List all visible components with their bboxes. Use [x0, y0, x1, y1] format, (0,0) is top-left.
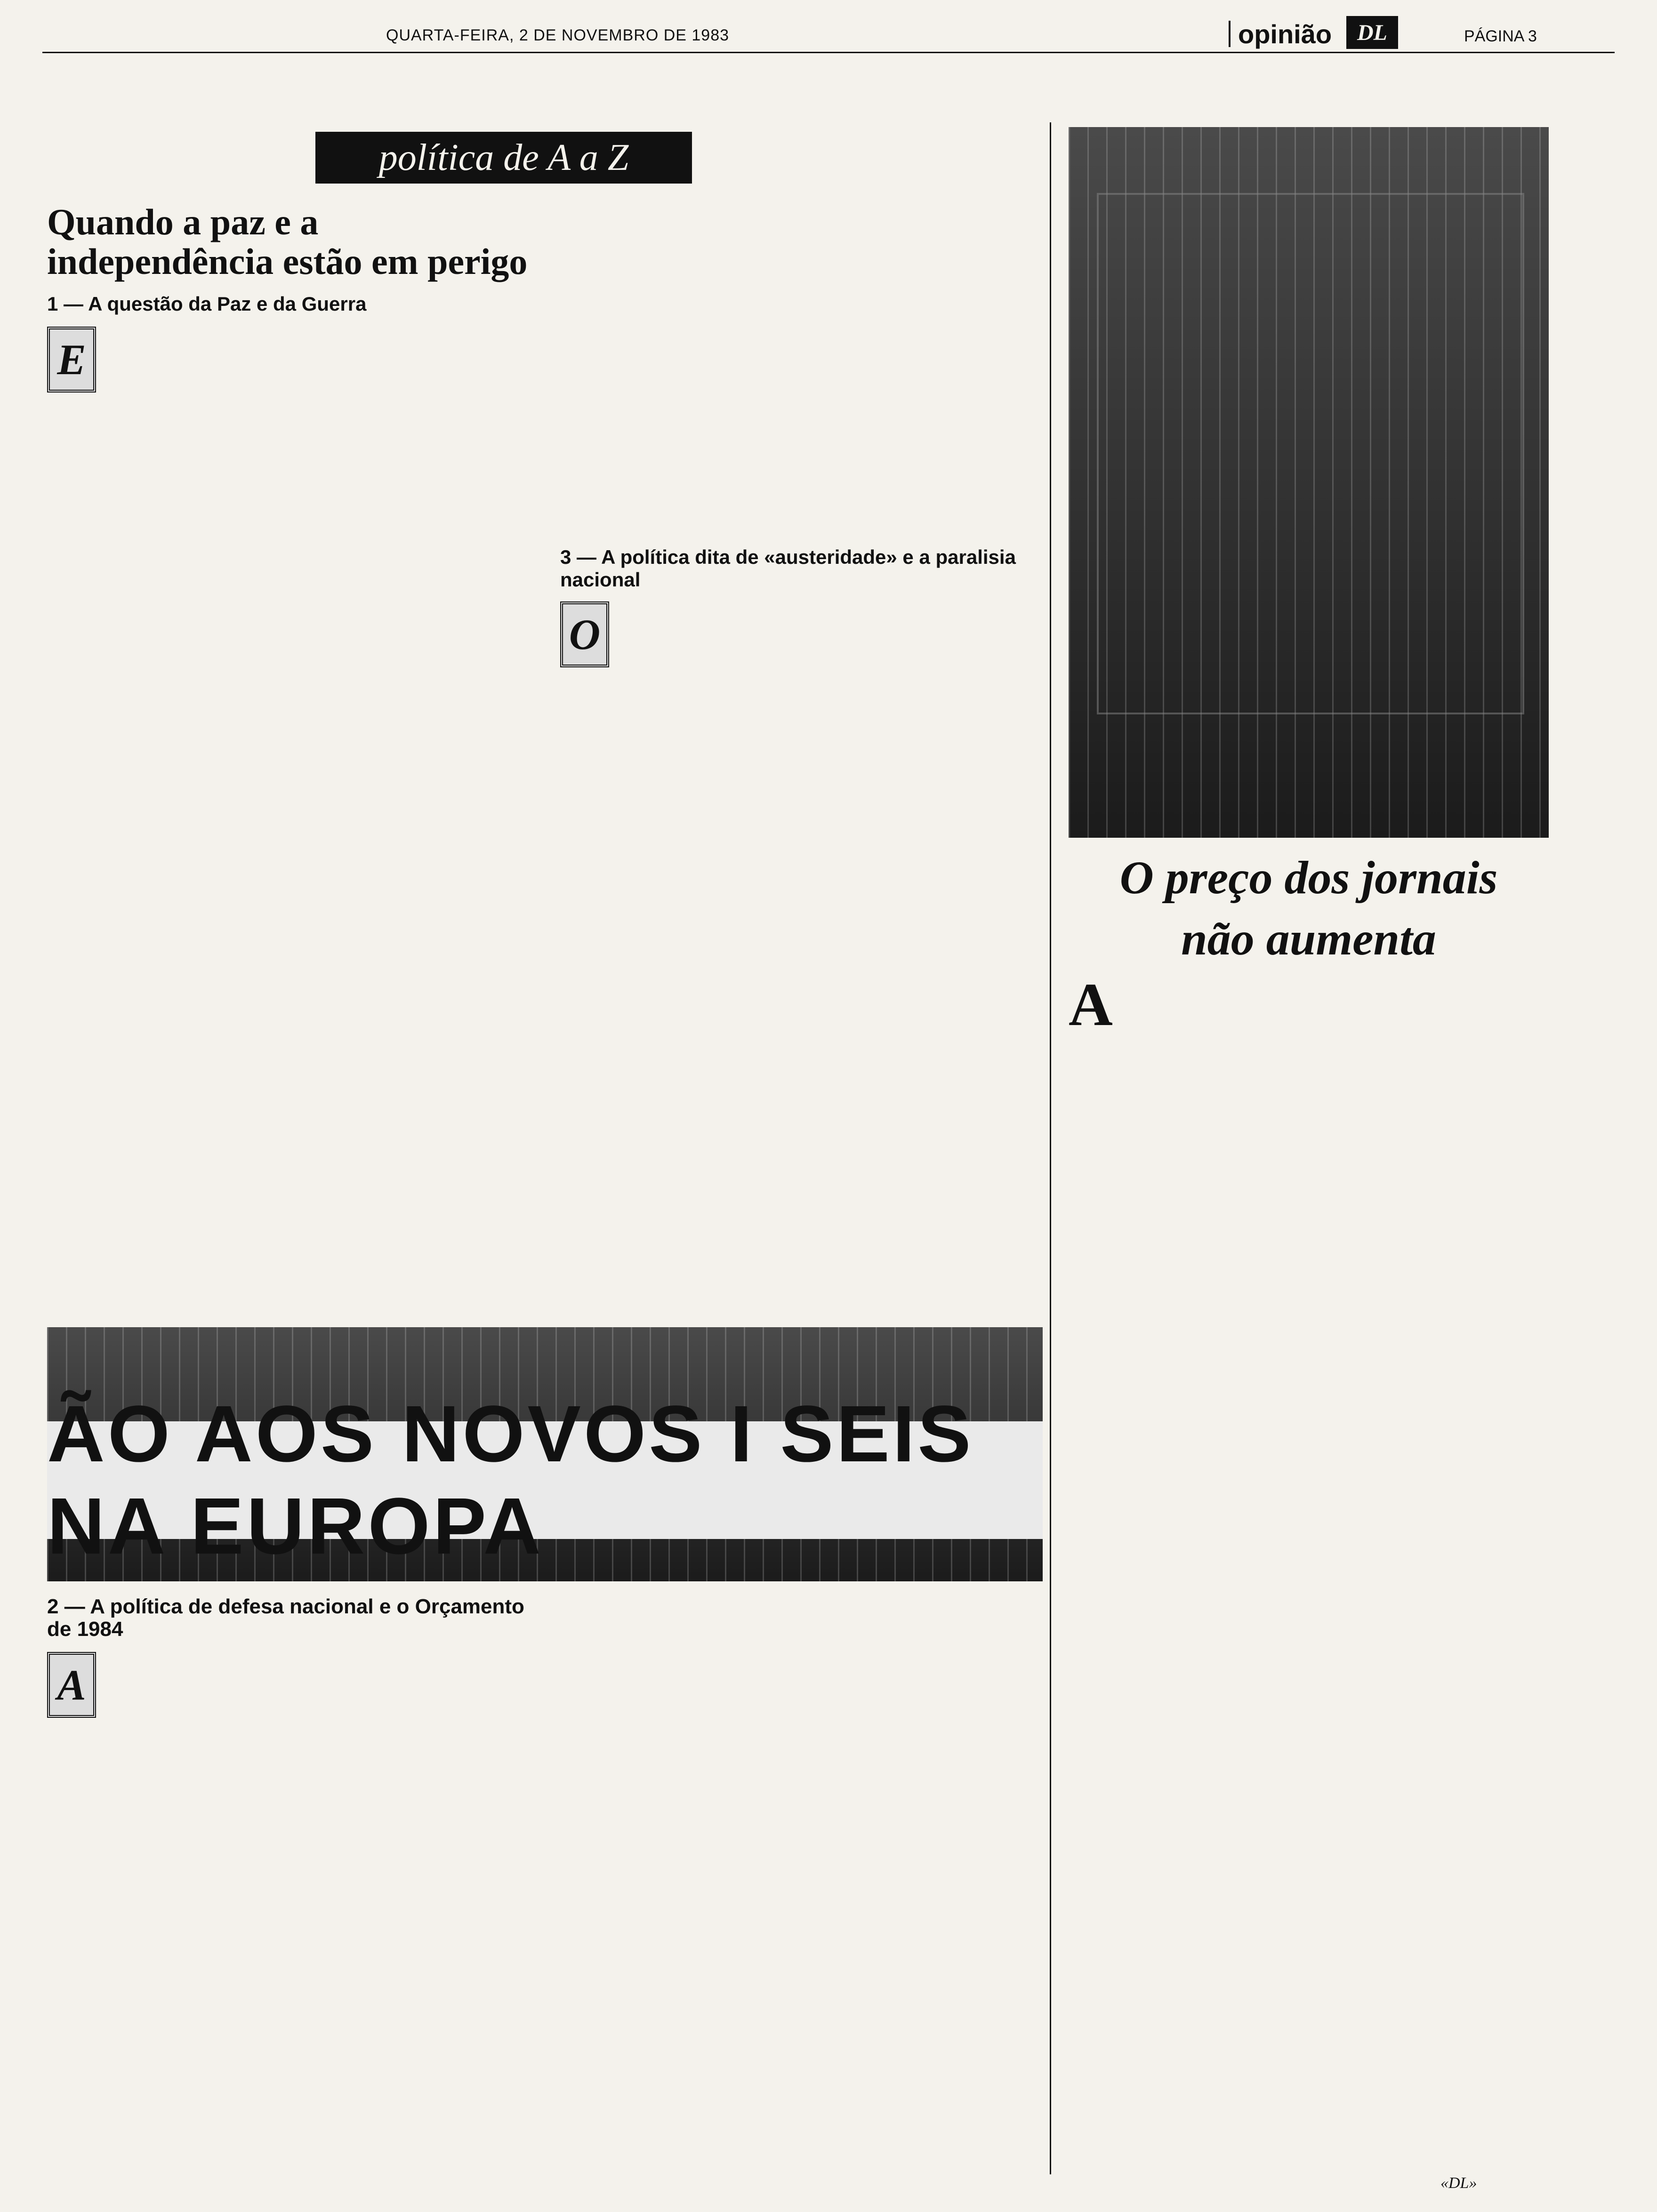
section-2-column-1 — [47, 1595, 541, 2184]
section-kicker — [315, 132, 692, 184]
dropcap-a: A — [47, 1652, 96, 1718]
article-signature: «DL» — [1440, 2174, 1477, 2192]
newsstand-photo-icon — [1097, 193, 1524, 714]
section-3-title: 3 — A política dita de «austeridade» e a paralisia nacional — [560, 546, 1016, 591]
protest-banner-photo — [47, 1327, 1043, 1581]
right-headline — [1069, 847, 1549, 970]
right-dropcap: A — [1069, 971, 1113, 1039]
header-rule — [42, 52, 1615, 53]
article-headline: Quando a paz e a independência estão em perigo — [47, 201, 528, 282]
header-date: QUARTA-FEIRA, 2 DE NOVEMBRO DE 1983 — [386, 26, 730, 44]
logo-text: DL — [1357, 20, 1387, 45]
section-2-column-2 — [560, 1595, 1040, 2184]
header-divider — [1229, 21, 1231, 47]
section-2-title: 2 — A política de defesa nacional e o Orçamento de 1984 — [47, 1595, 524, 1641]
dropcap-o: O — [560, 601, 609, 667]
section-1-title: 1 — A questão da Paz e da Guerra — [47, 293, 367, 315]
article-column-1 — [47, 202, 541, 1332]
page-number: PÁGINA 3 — [1464, 27, 1537, 45]
dropcap-e: E — [47, 327, 96, 393]
article-divider — [1050, 122, 1051, 2174]
kicker-label: política de A a Z — [378, 136, 629, 178]
section-label: opinião — [1238, 19, 1332, 49]
right-article-body — [1069, 971, 1549, 2156]
newsstand-photo — [1069, 127, 1549, 838]
newspaper-logo — [1346, 16, 1398, 49]
right-headline-line-1: O preço dos jornais — [1119, 851, 1498, 904]
right-headline-line-2: não aumenta — [1181, 913, 1436, 965]
protest-banner-text: ÃO AOS NOVOS I SEIS NA EUROPA — [47, 1421, 1043, 1539]
article-column-2 — [560, 202, 1040, 1332]
